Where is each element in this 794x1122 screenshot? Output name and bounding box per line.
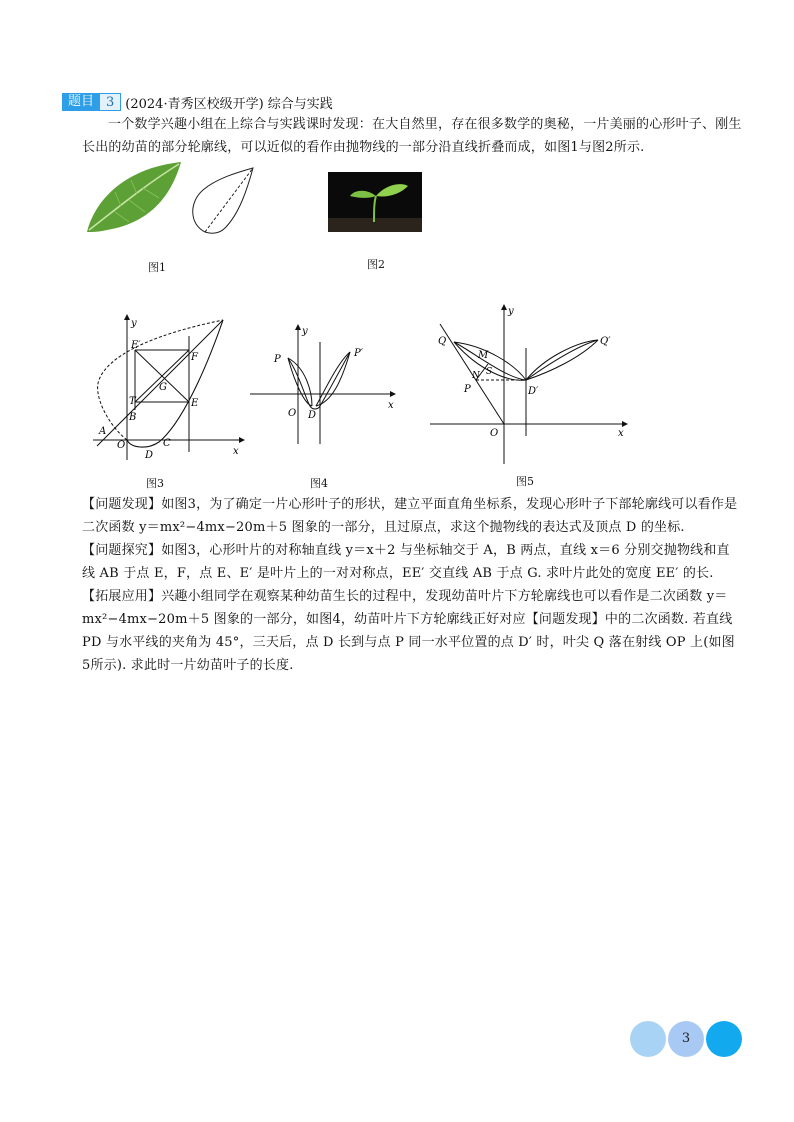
- badge-circle-left: [630, 1021, 666, 1057]
- problem-tag: 题目: [62, 93, 100, 111]
- leaf-photo: [85, 160, 183, 234]
- problem-source: (2024·青秀区校级开学) 综合与实践: [125, 96, 333, 112]
- fig3-caption: 图3: [146, 477, 164, 490]
- figure-4: [246, 322, 396, 448]
- figure-3: [85, 312, 245, 462]
- fig3-label-t: T: [129, 396, 136, 407]
- leaf-outline-figure: [187, 166, 257, 236]
- seedling-photo: [328, 172, 422, 232]
- fig5-label-n: N: [472, 371, 480, 381]
- fig3-label-y: y: [131, 318, 137, 329]
- fig5-label-s: S: [486, 367, 493, 377]
- fig5-label-q-prime: Q′: [600, 336, 611, 347]
- fig5-label-m: M: [478, 350, 489, 361]
- page-number-badge: [630, 1021, 742, 1057]
- fig4-label-d: D: [308, 410, 317, 421]
- apply-paragraph: 【拓展应用】兴趣小组同学在观察某种幼苗生长的过程中，发现幼苗叶片下方轮廓线也可以看作是二次函数 y＝mx²−4mx−20m＋5 图象的一部分，如图4，幼苗叶片下方轮廓线正好对应【问题发现】中的二次函数. 若直线 PD 与水平线的夹角为 45°，三天后，点 D 长到与点 P 同一水平位置的点 D′ 时，叶尖 Q 落在射线 OP 上(如图5所示). 求此时一片幼苗叶子的长度.: [82, 589, 735, 673]
- fig3-label-a: A: [99, 426, 107, 437]
- intro-paragraph: 一个数学兴趣小组在上综合与实践课时发现：在大自然里，存在很多数学的奥秘，一片美丽的心形叶子、刚生长出的幼苗的部分轮廓线，可以近似的看作由抛物线的一部分沿直线折叠而成，如图1与图2所示.: [82, 117, 742, 155]
- fig4-caption: 图4: [310, 477, 328, 490]
- fig2-caption: 图2: [367, 258, 385, 271]
- fig5-label-p: P: [464, 384, 471, 395]
- fig3-label-g: G: [159, 382, 167, 393]
- fig3-label-x: x: [233, 446, 239, 457]
- fig4-label-p: P: [274, 354, 281, 365]
- fig3-label-f: F: [191, 352, 198, 363]
- fig4-label-o: O: [288, 408, 297, 419]
- fig5-label-x: x: [618, 428, 624, 439]
- page-number: 3: [681, 1031, 691, 1046]
- fig5-label-q: Q: [438, 336, 447, 347]
- problem-number: 3: [100, 93, 121, 111]
- fig1-caption: 图1: [148, 261, 166, 274]
- badge-circle-right: [706, 1021, 742, 1057]
- fig5-label-d-prime: D′: [528, 386, 539, 397]
- fig3-label-e: E: [191, 398, 199, 409]
- fig5-caption: 图5: [516, 475, 534, 488]
- fig4-label-y: y: [302, 326, 308, 337]
- problem-header: [62, 93, 333, 111]
- fig3-label-o: O: [117, 440, 126, 451]
- fig3-label-d: D: [145, 450, 154, 461]
- fig3-label-b: B: [129, 412, 137, 423]
- figure-5: [426, 302, 632, 468]
- fig5-label-y: y: [508, 306, 514, 317]
- fig5-label-o: O: [490, 428, 499, 439]
- fig3-label-e-prime: E′: [131, 340, 141, 351]
- discover-paragraph: 【问题发现】如图3，为了确定一片心形叶子的形状，建立平面直角坐标系，发现心形叶子下部轮廓线可以看作是二次函数 y＝mx²−4mx−20m＋5 图象的一部分，且过原点，求这个抛物线的表达式及顶点 D 的坐标.: [82, 497, 738, 535]
- fig4-label-p-prime: P′: [354, 348, 363, 359]
- fig4-label-x: x: [388, 400, 394, 411]
- fig3-label-c: C: [163, 438, 171, 449]
- explore-paragraph: 【问题探究】如图3，心形叶片的对称轴直线 y＝x＋2 与坐标轴交于 A，B 两点，直线 x＝6 分别交抛物线和直线 AB 于点 E，F，点 E、E′ 是叶片上的一对对称点，EE′ 交直线 AB 于点 G. 求叶片此处的宽度 EE′ 的长.: [82, 543, 730, 581]
